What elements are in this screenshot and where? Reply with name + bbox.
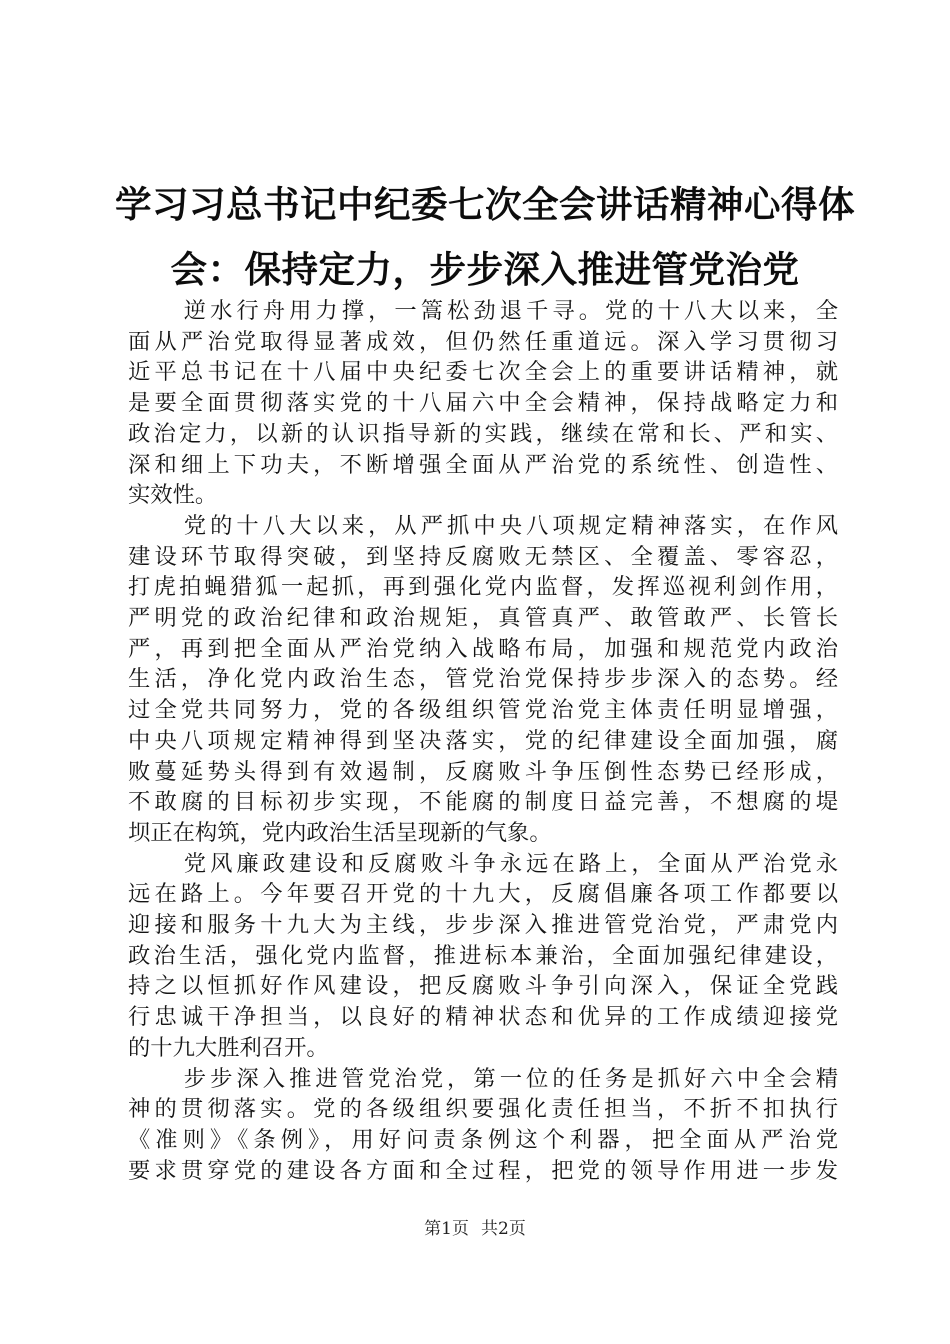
paragraph-line: 行忠诚干净担当，以良好的精神状态和优异的工作成绩迎接党: [128, 1004, 838, 1031]
paragraph-line: 政治生活，强化党内监督，推进标本兼治，全面加强纪律建设，: [128, 942, 838, 969]
page-total: 共2页: [481, 1219, 526, 1239]
paragraph-2: [128, 511, 838, 849]
paragraph-line: 持之以恒抓好作风建设，把反腐败斗争引向深入，保证全党践: [128, 973, 838, 1000]
paragraph-line: 打虎拍蝇猎狐一起抓，再到强化党内监督，发挥巡视利剑作用，: [128, 574, 838, 601]
paragraph-line: 建设环节取得突破，到坚持反腐败无禁区、全覆盖、零容忍，: [128, 543, 838, 570]
paragraph-line: 败蔓延势头得到有效遏制，反腐败斗争压倒性态势已经形成，: [128, 758, 838, 785]
paragraph-line: 党的十八大以来，从严抓中央八项规定精神落实，在作风: [183, 512, 838, 539]
paragraph-line: 的十九大胜利召开。: [128, 1034, 329, 1061]
title-line: 学习习总书记中纪委七次全会讲话精神心得体: [115, 183, 855, 226]
paragraph-4: [128, 1064, 838, 1187]
paragraph-line: 生活，净化党内政治生态，管党治党保持步步深入的态势。经: [128, 666, 838, 693]
title-line: 会：保持定力，步步深入推进管党治党: [170, 248, 800, 291]
paragraph-line: 政治定力，以新的认识指导新的实践，继续在常和长、严和实、: [128, 420, 838, 447]
paragraph-line: 深和细上下功夫，不断增强全面从严治党的系统性、创造性、: [128, 451, 838, 478]
paragraph-line: 中央八项规定精神得到坚决落实，党的纪律建设全面加强，腐: [128, 727, 838, 754]
paragraph-line: 迎接和服务十九大为主线，步步深入推进管党治党，严肃党内: [128, 912, 838, 939]
paragraph-line: 要求贯穿党的建设各方面和全过程，把党的领导作用进一步发: [128, 1157, 838, 1184]
paragraph-line: 严，再到把全面从严治党纳入战略布局，加强和规范党内政治: [128, 635, 838, 662]
paragraph-line: 不敢腐的目标初步实现，不能腐的制度日益完善，不想腐的堤: [128, 789, 838, 816]
paragraph-line: 近平总书记在十八届中央纪委七次全会上的重要讲话精神，就: [128, 359, 838, 386]
document-body: [128, 296, 838, 1186]
page-number: 第1页: [424, 1219, 469, 1239]
paragraph-1: [128, 296, 838, 511]
paragraph-line: 神的贯彻落实。党的各级组织要强化责任担当，不折不扣执行: [128, 1096, 838, 1123]
paragraph-3: [128, 849, 838, 1064]
paragraph-line: 逆水行舟用力撑，一篙松劲退千寻。党的十八大以来，全: [183, 298, 838, 324]
paragraph-line: 坝正在构筑，党内政治生活呈现新的气象。: [128, 819, 552, 846]
paragraph-line: 实效性。: [128, 482, 218, 509]
paragraph-line: 步步深入推进管党治党，第一位的任务是抓好六中全会精: [183, 1065, 838, 1092]
paragraph-line: 是要全面贯彻落实党的十八届六中全会精神，保持战略定力和: [128, 390, 838, 417]
paragraph-line: 严明党的政治纪律和政治规矩，真管真严、敢管敢严、长管长: [128, 605, 838, 632]
paragraph-line: 远在路上。今年要召开党的十九大，反腐倡廉各项工作都要以: [128, 881, 838, 908]
paragraph-line: 《准则》《条例》，用好问责条例这个利器，把全面从严治党: [128, 1126, 838, 1153]
paragraph-line: 党风廉政建设和反腐败斗争永远在路上，全面从严治党永: [183, 850, 838, 877]
document-title: [100, 172, 870, 302]
paragraph-line: 面从严治党取得显著成效，但仍然任重道远。深入学习贯彻习: [128, 328, 838, 355]
paragraph-line: 过全党共同努力，党的各级组织管党治党主体责任明显增强，: [128, 697, 838, 724]
page-footer: [0, 1214, 950, 1239]
